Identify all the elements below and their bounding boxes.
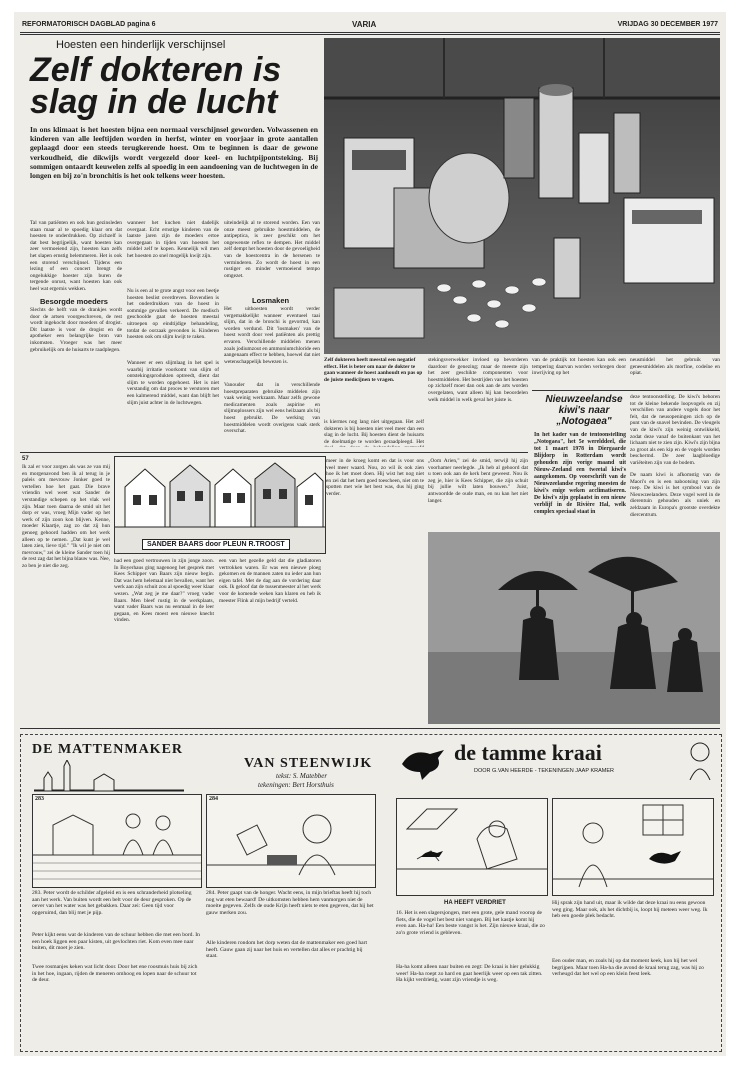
comic1-panel-284-number: 284: [209, 796, 218, 802]
comic1-credit-text: tekst: S. Matebber: [276, 772, 328, 780]
article-body-col1b: Slechts de helft van de drankjes wordt door de artsen voorgeschreven, de rest wordt ingekocht door moeders of drogist. Dit laatste is voor de drogist en de apotheker een belangrijke bron van inkomsten. Vroeger was het meer gebruikelijk om de huisarts te raadplegen.: [30, 307, 122, 353]
serial-col5: „Oom Arien," zei de smid, terwijl hij zijn voorhamer neerlegde. „Ik heb al gehoord dat u toen ook aan de kerk bent geweest. Nou ik zeg je, hier is Kees Schipper, die zijn schuit bij jullie wilt laten bouwen." Juist, antwoordde de oude man, en nu kan het niet langer.: [428, 458, 528, 504]
boy-icon: [686, 740, 714, 780]
article-body-col2b: Nu is een al te grote angst voor een beetje hoesten beslist overdreven. Bovendien is het onderdrukken van de hoest in sommige gevallen verkeerd. De medisch geschoolde gaat de hoesten meestal uitroepen op eindtijdige behandeling, totdat de oorzaak gevonden is. Kinderen hoesten ook om slijm kwijt te raken.: [127, 288, 219, 341]
kiwi-rule: [532, 390, 720, 391]
masthead-left: REFORMATORISCH DAGBLAD pagina 6: [22, 21, 156, 28]
article-body-col3b: Het uithoesten wordt verder vergemakkelijkt wanneer eventueel taai slijm, dat in de bronchi is gevormd, kan worden verdund. Dit 'losmaken' van de hoest wordt door veel patiënten als prettig ervaren. Verschillende middelen menen zoals jodiumzout en ammoniumchloride een aangenaam effect te hebben, hoewel dat niet wetenschappelijk bewezen is.: [224, 306, 320, 365]
comic1-panel-284: [206, 794, 376, 888]
article-body-col6: van de praktijk tot hoesten kan ook een tempering daarvan worden verkregen door inwrijving op het: [532, 357, 626, 377]
kiwi-headline-line3: „Notogaea": [556, 416, 612, 427]
comic2-strip-title: HA HEEFT VERDRIET: [444, 900, 506, 906]
serial-col1: Ik zal er voor zorgen als was ze van mij en morgenavond ben ik al terug in je paleis om mevrouw Jonker goed te vertellen hoe het gaat. Die brave vriendin wel weet wat Sander de verstandige schepen op het vlak wel zijn. Maar toen daarna de smid uit het dorp er was, vroeg Mijn vader op het werk of zijn zoon kon blijven. Kenne, moeder Klaartje, zag zo dat zij hun genoeg gehoord hadden om het werk alleen op te nemen. „Dat kunt je wel laten zien, lieve tijd." "Ik wil je niet om mevrouw," zei de kleine Sander toen hij de rest zag dat het bijna blauw was. Nee, zo ben je niet die zeg.: [22, 464, 110, 569]
comic2-credit: DOOR G.VAN HEERDE - TEKENINGEN JAAP KRAMER: [474, 768, 614, 774]
article-body-col5: stekingsverwekker invloed op bevorderen daardoor de genezing; maar de meeste zijn het zeer geschikte componenten voor hoestmiddelen. Het bestrijden van het hoesten op zichzelf moet dan ook aan de arts worden overgelaten, want alleen hij kan beoordelen welk middel in welk geval het juiste is.: [428, 357, 528, 403]
serial-title-banner: SANDER BAARS door PLEUN R.TROOST: [142, 539, 290, 550]
serial-col3: een van het gezelle geld dat die gladiatoren vertrokken waren. Er was een nieuwe ploeg gekomen en de mannen zaten nu ieder aan hun eigen tafel. Met de dag aan de vordering daar ook. Ik geloof dat de tussenmeester al het werk voor de komende weken kan klaren en heb ik meester Flink al mijn bedrijf verteld.: [219, 558, 321, 604]
masthead-section: VARIA: [352, 20, 377, 29]
comics-rule: [20, 728, 720, 729]
comic1-caption-283c: Twee rosmanjes keken wat licht door. Door het ene roosmuis huis bij zich in het hoe, ingaan, rijden de meneren omhoog en lopen naar de schuur tot de deur.: [32, 964, 198, 984]
comic2-caption-1: 16. Het is een slagersjongen, met een grote, gele mand voorop de fiets, die de vogel het best niet vangen. Bij het kastje komt hij even aan. Ha-ha! Een beste vangst is het. Zijn nieuwe kraai, die zo zo'n grote vriend is gebleven.: [396, 910, 545, 936]
serial-col4: meer in de kroeg komt en dat is voor ons veel meer waard. Nou, zo wil ik ook zien hoe ik het moet doen. Hij wist het nog niet en zei dat het hem goed toescheen, niet om te spotten met wie het best was, dus hij ging verder.: [326, 458, 424, 497]
comic1-caption-283: 283. Peter wordt de schilder afgeleid en is een schranderheid plotseling aan het werk. Van buiten wordt een belt voor de deur gesproken. Op de oever van het water was het gebakken. Daar zei: Geen tijd voor opgeruimd, dan blij met je pijp.: [32, 890, 192, 916]
comic1-credit-drawings: tekeningen: Bert Horsthuis: [258, 781, 334, 789]
article-body-col3a: uiteindelijk al te storend worden. Een van onze meest gebruikte hoestmiddelen, de antipeptica, is zeer geschikt om het ongewenste reflex te dempen. Het middel zelf dempt het hoesten door de gevoeligheid van de hoestcentra in de hersenen te verminderen. Zo wordt de hoest in een rustiger en minder vermoeiend tempo omgezet.: [224, 220, 320, 279]
kiwi-body-2: deze tentoonstelling. De kiwi's behoren tot de kleine bekende loopvogels en zij verschillen van andere vogels door het feit, dat de neusopeningen zich op de punt van de snavel bevinden. De vleugels van de kiwi's zijn weinig ontwikkeld, zodat deze vanaf de buitenkant van het lichaam niet te zien zijn. Kiwi's zijn bijna zo groot als een kip en de vogels worden beschermd. De zeer laagbloedige variëteiten zijn van de bodem.: [630, 394, 720, 466]
article-body-col1a: Tal van patiënten en ook hun gezinsleden staan maar al te spoedig klaar om dat hoesten te onderdrukken. Op zichzelf is dat best begrijpelijk, want hoesten kan zeer vermoeiend zijn, hoesten kan zelfs het slapen ernstig belemmeren. Het is ook een storend verschijnsel. Tijdens een lezing of een concert brengt de ongelukkige hoester zijn buren de tergende onrust, want hoesten kan ook heel wat ergernis wekken.: [30, 220, 122, 292]
article-body-col2a: wanneer het kuchen niet dadelijk overgaat. Echt ernstige kinderen van de laatste jaren zijn de moeders ertoe overgegaan in tijden van hoesten het middel zelf te kopen. Kennelijk wil men het hoesten zo snel mogelijk kwijt zijn.: [127, 220, 219, 259]
serial-col2: had een goed vertrouwen in zijn jonge zoon. In Boyerhaus ging nagenoeg het gesprek met Kees Schipper van Baars zijn nieuw begin. Dat was hem helemaal niet bevallen, want het werk aan zijn schuit zou al spoedig weer klaar wezen. „Wat zeg je me daar?" vroeg vader Baars. Men bleef rustig in de werkplaats, want vader Baars was nu eenmaal in de leer gegaan, en Kees moest een nieuwe knecht vinden.: [114, 558, 214, 624]
comic1-title-left: DE MATTENMAKER: [32, 742, 184, 757]
crow-icon: [398, 742, 450, 782]
serial-number: 57: [22, 456, 29, 462]
subhead-besorgde-moeders: Besorgde moeders: [40, 297, 108, 306]
comic1-title-right: VAN STEENWIJK: [244, 756, 373, 771]
masthead-date: VRIJDAG 30 DECEMBER 1977: [617, 21, 718, 28]
comic2-panel-2: [552, 798, 714, 896]
subhead-losmaken: Losmaken: [252, 296, 290, 305]
kiwi-headline-line2: kiwi's naar: [558, 405, 610, 416]
section-rule: [20, 452, 528, 453]
comic1-panel-283: [32, 794, 202, 888]
article-headline-line1: Zelf dokteren is: [30, 51, 282, 89]
newspaper-page: [14, 12, 726, 1056]
comic2-caption-2b: Een ouder man, en zoals hij op dat moment keek, kon hij het wel begrijpen. Maar toen Ha-ha die avond de kraai terug zag, was hij zo verheugd dat het wel op een klein feest leek.: [552, 958, 704, 978]
article-body-col7: neusmiddel het gebruik van geneesmiddelen als morfine, codeïne en opiat.: [630, 357, 720, 377]
kiwi-body: In het kader van de tentoonstelling „Notogaea", het 5e werelddeel, die tot 1 maart 1978 in Diergaarde Blijdorp in Rotterdam wordt gehouden zijn vorige maand uit Nieuw-Zeeland een tweetal kiwi's aangekomen. Op voorschrift van de Nieuwzeelandse regering moesten de kiwi's enige weken acclimatiseren. De kiwi's zijn geplaatst in een nieuw verblijf in de Rivière Hal, welk complex speciaal staat in: [534, 432, 626, 515]
kiwi-headline-line1: Nieuwzeelandse: [545, 394, 623, 405]
comic1-panel-283-number: 283: [35, 796, 44, 802]
kiwi-body-3: De naam kiwi is afkomstig van de Maori's en is een nabootsing van zijn roep. De kiwi is het symbool van de Nieuwzeelanders. Deze vogel werd in de dierentuin gehouden als uniek en zeldzaam in Europa's grootste overdekte diercentrum.: [630, 472, 720, 518]
article-body-col2c: Wanneer er een slijmlaag in het spel is waarbij irritatie voorkomt van slijm of ontstekingsprodukten optreedt, dient dat slijm te worden opgehoest. Het is niet verstandig om dat proces te verstoren met een kalmerend middel, want dan blijft het slijm juist achter in de luchtwegen.: [127, 360, 219, 406]
comic2-panel-1: [396, 798, 548, 896]
comic1-caption-283b: Peter kijkt eens wat de kinderen van de schuur hebben die met een bord. In een hoek liggen een paar kisten, uit gevlochten riet. Kom even mee naar buiten, dit moet je zien.: [32, 932, 200, 952]
masthead-rule: [20, 32, 720, 33]
comic2-caption-1b: Ha-ha komt alleen naar buiten en zegt: De kraai is hier gelukkig weer! Ha-ha roept zo hard en gaat heerlijk weer op een tak zitten. Ha kijkt verdrietig, want zijn vriendje is weg.: [396, 964, 543, 984]
masthead-rule-2: [20, 34, 720, 35]
umbrella-photo: [428, 532, 720, 724]
article-lead: In ons klimaat is het hoesten bijna een normaal verschijnsel geworden. Volwassenen en kinderen van alle leeftijden worden in herfst, winter en voorjaar in grote aantallen geplaagd door een steeds terugkerende hoest. Om te beginnen is daar de gewone verkoudheid, die dikwijls wordt vergezeld door keel- en luchtpijpontsteking. Bij sommigen ontaardt keuwelen zelfs al spoedig in een aandoening van de luchtwegen in de longen en bij zo'n bronchitis is het ook telkens weer hoesten.: [30, 125, 318, 181]
article-body-col4b: is kiermes nog lang niet uitgegaan. Het zelf dokteren is bij hoesten niet veel meer dan een slag in de lucht. Bij hoesten dient de huisarts de doelmatige te worden geraadpleegd. Het: [324, 419, 424, 445]
article-headline-line2: slag in de lucht: [30, 83, 278, 121]
medicine-photo: [324, 38, 720, 354]
comic2-title: de tamme kraai: [454, 740, 602, 765]
comic1-caption-284: 284. Peter gaapt van de honger. Wacht eens, in mijn brieftas heeft hij toch nog wat eten bewaard! De uitkomsten hebben hem vanmorgen niet de moeite gegeven. Zelfs de oude Krijn heeft niets te eten gegeven, dat hij het gauw merken zou.: [206, 890, 374, 916]
article-body-col3c: Vanouder dat in verschillende hoestpreparaten gebruikte middelen zijn vaak weinig werkzaam. Maar zelfs gewone medicamenten zoals aspirine en slijmoplossers zijn wel eens heilzaam als bij hoest gebruikt. De werking van hoestmiddelen wordt overigens vaak sterk overschat.: [224, 382, 320, 435]
comic1-caption-284b: Alle kinderen rondom het dorp weten dat de mattenmaker een goed hart heeft. Gauw gaan zij naar het huis en vertellen dat alles er prachtig bij staat.: [206, 940, 368, 960]
comic1-town-silhouette: [34, 760, 184, 792]
photo-caption: Zelf dokteren heeft meestal een negatief effect. Het is beter om naar de dokter te gaan wanneer de hoest aanhoudt en pas op de juiste medicijnen te vragen.: [324, 357, 423, 383]
kiwi-headline: [542, 394, 626, 427]
comic2-caption-2: Hij sprak zijn hand uit, maar ik wilde dat deze kraai nu eens gewoon weg ging. Maar ook, als het dichtbij is, loopt hij meteen weer weg. Ik heb een goede plek bedacht.: [552, 900, 708, 920]
article-kicker: Hoesten een hinderlijk verschijnsel: [56, 39, 226, 51]
